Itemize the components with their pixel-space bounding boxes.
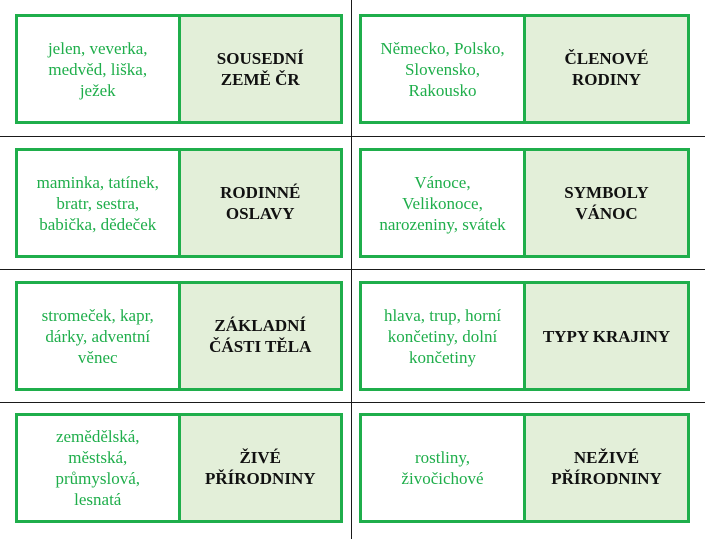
card-topic [178,17,341,121]
card-words-text: stromeček, kapr, dárky, adventní věnec [41,305,154,367]
card-topic [523,151,687,255]
card-topic [523,284,687,388]
table-cell [0,403,352,539]
card-word-list [18,416,178,520]
card-topic-text: ZÁKLADNÍ ČÁSTI TĚLA [209,316,312,356]
domino-card [15,14,343,124]
table-cell [0,137,352,270]
card-topic [178,416,341,520]
card-topic [178,284,341,388]
card-word-list [18,151,178,255]
table-cell [0,0,352,137]
card-word-list [362,284,523,388]
card-words-text: rostliny, živočichové [401,448,484,488]
card-word-list [18,17,178,121]
card-topic [178,151,341,255]
card-topic-text: TYPY KRAJINY [542,326,671,346]
domino-card [15,413,343,523]
table-cell [352,137,705,270]
card-topic-text: RODINNÉ OSLAVY [220,183,301,223]
domino-card [359,148,690,258]
card-word-list [362,17,523,121]
card-words-text: Německo, Polsko, Slovensko, Rakousko [380,38,505,100]
domino-card [15,148,343,258]
domino-card [15,281,343,391]
card-topic-text: SYMBOLY VÁNOC [564,183,649,223]
card-topic-text: SOUSEDNÍ ZEMĚ ČR [216,49,304,89]
table-cell [352,0,705,137]
card-words-text: zemědělská, městská, průmyslová, lesnatá [55,427,141,509]
card-word-list [362,151,523,255]
card-words-text: maminka, tatínek, bratr, sestra, babička, dědeček [36,172,159,234]
card-topic-text: ŽIVÉ PŘÍRODNINY [205,448,316,488]
table-cell [0,270,352,403]
domino-card [359,14,690,124]
domino-card [359,413,690,523]
card-topic-text: NEŽIVÉ PŘÍRODNINY [551,448,662,488]
card-words-text: jelen, veverka, medvěd, liška, ježek [47,38,148,100]
card-word-list [362,416,523,520]
card-topic [523,416,687,520]
card-word-list [18,284,178,388]
table-cell [352,403,705,539]
card-words-text: hlava, trup, horní končetiny, dolní končetiny [383,305,502,367]
card-words-text: Vánoce, Velikonoce, narozeniny, svátek [379,172,506,234]
table-cell [352,270,705,403]
card-topic-text: ČLENOVÉ RODINY [564,49,649,89]
card-topic [523,17,687,121]
domino-card [359,281,690,391]
